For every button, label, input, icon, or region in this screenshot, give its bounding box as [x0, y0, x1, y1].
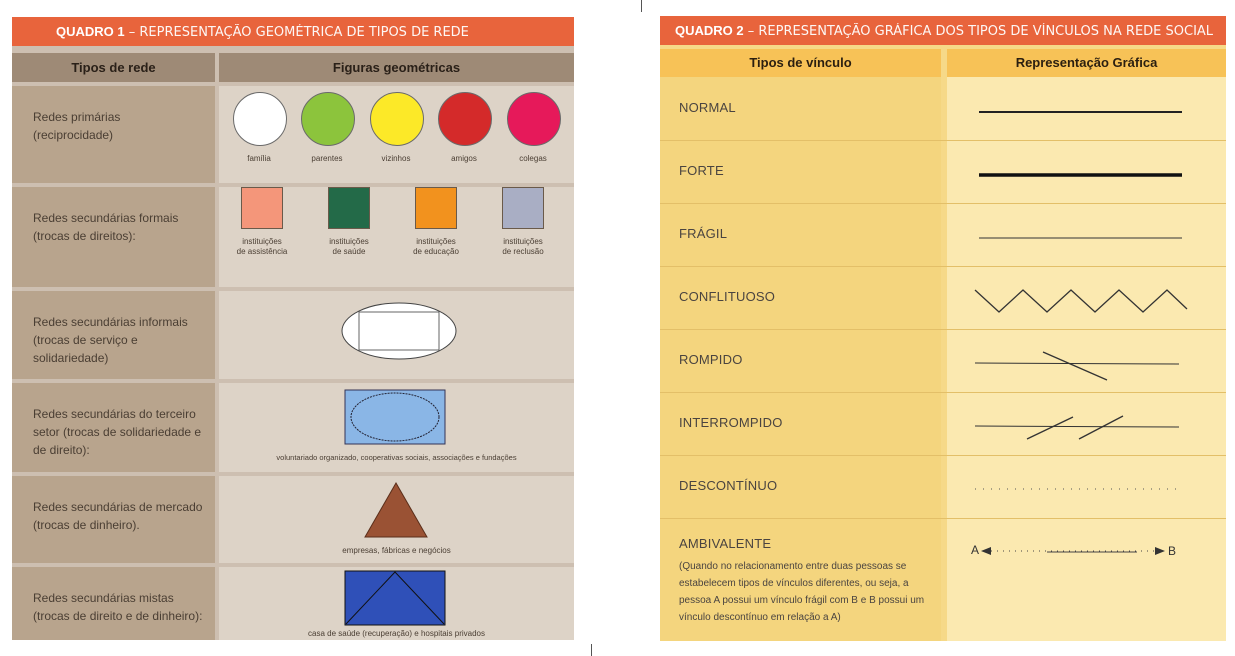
row-figures-mistas: [219, 567, 574, 640]
row-label-formais: Redes secundárias formais (trocas de direitos):: [12, 187, 215, 287]
page-tick-bottom: [591, 644, 592, 656]
caption-mistas: casa de saúde (recuperação) e hospitais privados: [308, 629, 485, 638]
quadro-2-title: QUADRO 2 – REPRESENTAÇÃO GRÁFICA DOS TIPOS DE VÍNCULOS NA REDE SOCIAL: [660, 16, 1226, 45]
square-reclusao: [502, 187, 544, 229]
row-label-mistas: Redes secundárias mistas (trocas de direito e de dinheiro):: [12, 567, 215, 640]
caption-vizinhos: vizinhos: [381, 154, 411, 163]
square-saude: [328, 187, 370, 229]
row-figures-terceiro-setor: [219, 383, 574, 472]
rectangle-with-triangle: [344, 570, 446, 626]
caption-saude: instituições de saúde: [329, 237, 369, 256]
header-representacao-grafica: Representação Gráfica: [947, 49, 1226, 77]
line-rompido-slash: [1043, 352, 1107, 380]
ellipse-with-rectangle: [339, 301, 459, 361]
row-label-primarias: Redes primárias (reciprocidade): [12, 86, 215, 183]
circle-parentes: [301, 92, 355, 146]
line-interrompido-slash-1: [1027, 417, 1073, 439]
square-educacao: [415, 187, 457, 229]
label-a: A: [971, 543, 980, 557]
circle-familia: [233, 92, 287, 146]
caption-colegas: colegas: [519, 154, 547, 163]
vinculo-descontinuo: DESCONTÍNUO: [679, 478, 778, 493]
row-figures-formais: [219, 187, 574, 287]
ambivalente-description: (Quando no relacionamento entre duas pessoas se estabelecem tipos de vínculos diferentes, ou seja, a pessoa A possui um vínculo frágil com B e B possui um vínculo descontínuo em relação a A): [679, 561, 925, 623]
caption-parentes: parentes: [311, 154, 343, 163]
page-tick-top: [641, 0, 642, 12]
label-b: B: [1168, 544, 1177, 558]
caption-terceiro-setor: voluntariado organizado, cooperativas sociais, associações e fundações: [276, 453, 517, 462]
quadro-1-title: QUADRO 1 – REPRESENTAÇÃO GEOMÉTRICA DE TIPOS DE REDE: [12, 17, 574, 46]
header-figuras-geometricas: Figuras geométricas: [219, 53, 574, 82]
circle-vizinhos: [370, 92, 424, 146]
row-figures-primarias: [219, 86, 574, 183]
caption-educacao: instituições de educação: [413, 237, 459, 256]
column-tipos: [660, 49, 941, 641]
quadro-1-panel: [12, 17, 574, 640]
triangle: [363, 481, 429, 539]
caption-reclusao: instituições de reclusão: [502, 237, 544, 256]
link-graphics: [947, 77, 1226, 641]
vinculo-rompido: ROMPIDO: [679, 352, 743, 367]
row-label-terceiro-setor: Redes secundárias do terceiro setor (trocas de solidariedade e de direito):: [12, 383, 215, 472]
line-rompido: [975, 363, 1179, 364]
row-label-informais: Redes secundárias informais (trocas de serviço e solidariedade): [12, 291, 215, 379]
circle-amigos: [438, 92, 492, 146]
vinculo-interrompido: INTERROMPIDO: [679, 415, 783, 430]
vinculo-fragil: FRÁGIL: [679, 226, 728, 241]
line-interrompido: [975, 426, 1179, 427]
arrowhead-right: [1155, 547, 1165, 555]
line-conflituoso: [975, 290, 1187, 312]
header-tipos-de-vinculo: Tipos de vínculo: [660, 49, 941, 77]
caption-amigos: amigos: [451, 154, 477, 163]
vinculo-conflituoso: CONFLITUOSO: [679, 289, 776, 304]
header-tipos-de-rede: Tipos de rede: [12, 53, 215, 82]
quadro-2-panel: [660, 16, 1226, 641]
arrowhead-left: [981, 547, 991, 555]
caption-assistencia: instituições de assistência: [236, 237, 288, 256]
row-label-mercado: Redes secundárias de mercado (trocas de dinheiro).: [12, 476, 215, 563]
vinculo-forte: FORTE: [679, 163, 724, 178]
line-interrompido-slash-2: [1079, 416, 1123, 439]
circle-colegas: [507, 92, 561, 146]
rectangle-with-ellipse: [344, 389, 446, 445]
caption-mercado: empresas, fábricas e negócios: [342, 546, 451, 555]
caption-familia: família: [247, 154, 271, 163]
vinculo-normal: NORMAL: [679, 100, 736, 115]
square-assistencia: [241, 187, 283, 229]
row-figures-informais: [219, 291, 574, 379]
vinculo-ambivalente: AMBIVALENTE: [679, 536, 772, 551]
row-figures-mercado: [219, 476, 574, 563]
